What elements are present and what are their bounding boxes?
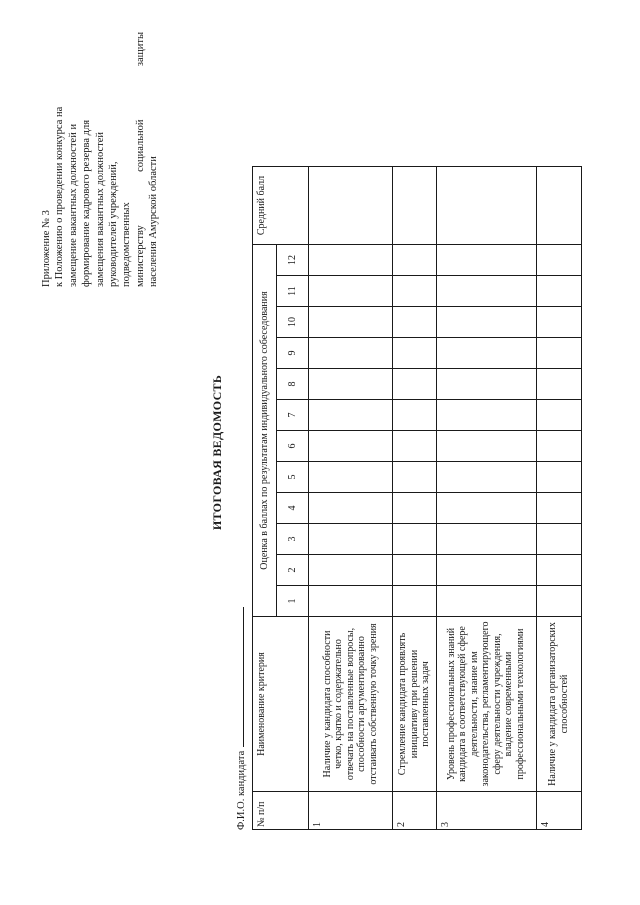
table-row bbox=[309, 167, 393, 830]
score-cell[interactable] bbox=[309, 338, 393, 369]
score-cell[interactable] bbox=[536, 369, 581, 400]
appendix-line: подведомственных bbox=[121, 202, 133, 287]
score-cell[interactable] bbox=[309, 493, 393, 524]
appendix-line: населения Амурской области bbox=[148, 156, 160, 287]
average-cell[interactable] bbox=[536, 167, 581, 245]
score-col-header: 12 bbox=[277, 245, 309, 276]
row-num: 1 bbox=[309, 792, 393, 830]
score-cell[interactable] bbox=[393, 555, 437, 586]
score-cell[interactable] bbox=[536, 524, 581, 555]
appendix-word: министерству bbox=[134, 225, 146, 287]
score-cell[interactable] bbox=[309, 276, 393, 307]
score-cell[interactable] bbox=[536, 462, 581, 493]
candidate-name-underline bbox=[243, 607, 244, 747]
score-cell[interactable] bbox=[436, 431, 536, 462]
score-cell[interactable] bbox=[536, 338, 581, 369]
row-criteria: Уровень профессиональных знаний кандидата в соответствующей сфере деятельности, знание им законодательства, регламентирующего сферу деятельности учреждения, владение современными профессиональными технологиями bbox=[436, 617, 536, 792]
score-cell[interactable] bbox=[393, 493, 437, 524]
score-cell[interactable] bbox=[536, 400, 581, 431]
score-cell[interactable] bbox=[309, 524, 393, 555]
appendix-word: защиты bbox=[134, 32, 146, 67]
appendix-line: замещения вакантных должностей bbox=[94, 132, 106, 287]
score-cell[interactable] bbox=[436, 524, 536, 555]
score-cell[interactable] bbox=[393, 338, 437, 369]
score-cell[interactable] bbox=[536, 276, 581, 307]
score-col-header: 5 bbox=[277, 462, 309, 493]
header-num: № п/п bbox=[253, 792, 309, 830]
row-num: 3 bbox=[436, 792, 536, 830]
score-cell[interactable] bbox=[436, 307, 536, 338]
score-col-header: 3 bbox=[277, 524, 309, 555]
score-col-header: 2 bbox=[277, 555, 309, 586]
score-cell[interactable] bbox=[436, 338, 536, 369]
score-col-header: 4 bbox=[277, 493, 309, 524]
row-num: 2 bbox=[393, 792, 437, 830]
score-cell[interactable] bbox=[436, 276, 536, 307]
score-cell[interactable] bbox=[393, 307, 437, 338]
table-row bbox=[393, 167, 437, 830]
score-col-header: 7 bbox=[277, 400, 309, 431]
score-cell[interactable] bbox=[393, 400, 437, 431]
score-col-header: 6 bbox=[277, 431, 309, 462]
document-title: ИТОГОВАЯ ВЕДОМОСТЬ bbox=[210, 374, 224, 531]
score-col-header: 10 bbox=[277, 307, 309, 338]
score-table bbox=[252, 166, 582, 830]
score-cell[interactable] bbox=[436, 462, 536, 493]
score-cell[interactable] bbox=[393, 462, 437, 493]
score-cell[interactable] bbox=[393, 431, 437, 462]
header-scores: Оценка в баллах по результатам индивидуального собеседования bbox=[253, 245, 277, 617]
score-cell[interactable] bbox=[536, 555, 581, 586]
score-cell[interactable] bbox=[309, 307, 393, 338]
candidate-name-label: Ф.И.О. кандидата bbox=[236, 750, 247, 830]
row-criteria: Наличие у кандидата организаторских способностей bbox=[536, 617, 581, 792]
header-criteria: Наименование критерия bbox=[253, 617, 309, 792]
score-cell[interactable] bbox=[536, 431, 581, 462]
score-col-header: 1 bbox=[277, 586, 309, 617]
row-criteria: Стремление кандидата проявлять инициативу при решении поставленных задач bbox=[393, 617, 437, 792]
appendix-line: замещение вакантных должностей и bbox=[67, 123, 79, 287]
average-cell[interactable] bbox=[436, 167, 536, 245]
table-row bbox=[436, 167, 536, 830]
score-cell[interactable] bbox=[309, 462, 393, 493]
header-average: Средний балл bbox=[253, 167, 309, 245]
score-cell[interactable] bbox=[393, 524, 437, 555]
score-cell[interactable] bbox=[536, 586, 581, 617]
score-cell[interactable] bbox=[536, 245, 581, 276]
row-criteria: Наличие у кандидата способности четко, кратко и содержательно отвечать на поставленные вопросы, способности аргументированно отстаивать собственную точку зрения bbox=[309, 617, 393, 792]
score-cell[interactable] bbox=[393, 245, 437, 276]
appendix-line: руководителей учреждений, bbox=[108, 161, 120, 287]
score-cell[interactable] bbox=[436, 245, 536, 276]
score-col-header: 9 bbox=[277, 338, 309, 369]
score-cell[interactable] bbox=[536, 493, 581, 524]
score-cell[interactable] bbox=[436, 400, 536, 431]
score-col-header: 8 bbox=[277, 369, 309, 400]
appendix-line: формирование кадрового резерва для bbox=[81, 119, 93, 287]
score-cell[interactable] bbox=[309, 586, 393, 617]
score-cell[interactable] bbox=[393, 369, 437, 400]
score-cell[interactable] bbox=[393, 276, 437, 307]
table-row bbox=[536, 167, 581, 830]
score-cell[interactable] bbox=[309, 369, 393, 400]
score-cell[interactable] bbox=[436, 369, 536, 400]
score-cell[interactable] bbox=[309, 245, 393, 276]
appendix-line: Приложение № 3 bbox=[41, 210, 52, 287]
score-cell[interactable] bbox=[436, 493, 536, 524]
row-num: 4 bbox=[536, 792, 581, 830]
score-cell[interactable] bbox=[436, 555, 536, 586]
appendix-line: к Положению о проведении конкурса на bbox=[54, 106, 66, 287]
appendix-justified-line bbox=[134, 32, 147, 287]
score-cell[interactable] bbox=[309, 400, 393, 431]
score-cell[interactable] bbox=[536, 307, 581, 338]
score-cell[interactable] bbox=[393, 586, 437, 617]
appendix-block bbox=[40, 32, 161, 287]
score-col-header: 11 bbox=[277, 276, 309, 307]
table-header-row bbox=[253, 167, 277, 830]
score-cell[interactable] bbox=[436, 586, 536, 617]
score-cell[interactable] bbox=[309, 431, 393, 462]
appendix-word: социальной bbox=[134, 119, 146, 172]
candidate-name-field bbox=[236, 607, 247, 830]
average-cell[interactable] bbox=[309, 167, 393, 245]
average-cell[interactable] bbox=[393, 167, 437, 245]
score-cell[interactable] bbox=[309, 555, 393, 586]
